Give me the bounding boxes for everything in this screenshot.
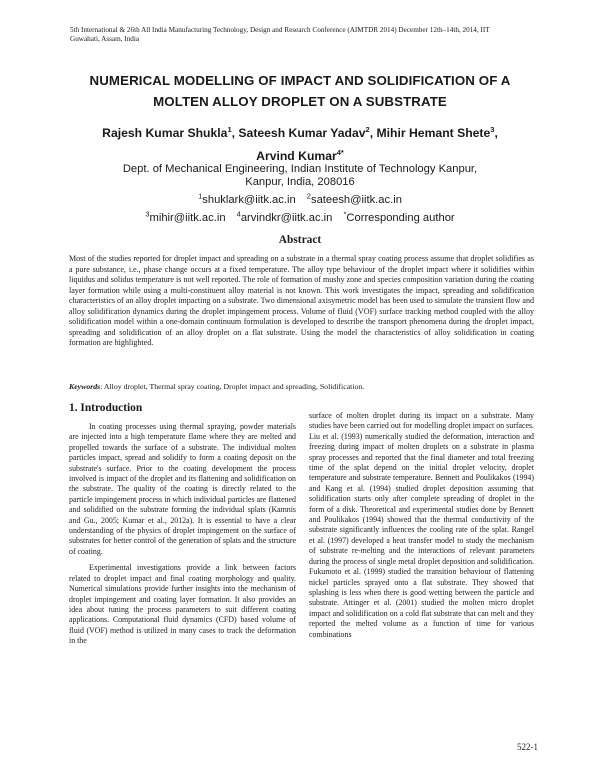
intro-paragraph-3: surface of molten droplet during its impact on a substrate. Many studies have been carried out for modelling droplet impact on surfaces. Liu et al. (1993) numerically studied the deformation, interaction and freezing during impact of molten droplets on a substrate in plasma spray processes and reported that the final diameter and total freezing time of the splat depend on the initial droplet velocity, droplet temperature and substrate temperature. Bennett and Poulikakos (1994) and Kang et al. (1994) studied droplet deposition assuming that solidification starts only after complete spreading of droplet in the form of a disk. Theoretical and experimental studies done by Bennett and Poulikakos (1994) showed that the thermal conductivity of the substrate significantly influences the cooling rate of the splat. Rangel et al. (1997) developed a heat transfer model to study the mechanism of substrate re-melting and the interactions of relevant parameters during the process of single metal droplet deposition and solidification. Fukumoto et al. (1999) studied the transition behaviour of flattening nickel particles sprayed onto a flat substrate. They showed that splashing is less when there is good wetting between the particle and substrate. Attinger et al. (2001) studied the molten micro droplet impact and solidification on a cold flat substrate that can melt and they reported the melted volume as a function of time for various combinations	[309, 411, 534, 639]
affiliation-dept: Dept. of Mechanical Engineering, Indian Institute of Technology Kanpur,	[122, 163, 478, 175]
corresponding-author-note: Corresponding author	[346, 212, 455, 225]
conference-header	[70, 26, 540, 44]
keywords-label: Keywords	[69, 382, 101, 391]
section-heading-introduction: 1. Introduction	[69, 402, 143, 414]
affiliation-city: Kanpur, India, 208016	[245, 176, 355, 189]
author-1: Rajesh Kumar Shukla	[102, 126, 228, 141]
email-4-sup: 4	[236, 209, 241, 219]
email-2-link[interactable]: sateesh@iitk.ac.in	[310, 194, 402, 207]
title-line-1: NUMERICAL MODELLING OF IMPACT AND SOLIDIFICATION OF A	[89, 73, 511, 88]
abstract-body: Most of the studies reported for droplet impact and spreading on a substrate in a thermal spray coating process assume that droplet solidifies as a pure substance, i.e., phase change occurs at a fixed temperature. The alloy type behaviour of the droplet impact where it solidifies within liquidus and solidus temperature is not well reported. The role of formation of mushy zone and species composition variation during the coating layer formation while using a multi-constituent alloy material is not known. This work investigates the impact, spreading and solidification characteristics of an alloy droplet impacting on a substrate. Two dimensional axisymetric model has been used to simulate the transient flow and alloy solidification dynamics during the droplet impingement process. Volume of fluid (VOF) surface tracking method coupled with the alloy solidification model within a one-domain continuum formulation is developed to describe the transport phenomena during the droplet impact, spreading and solidification of an alloy droplet on a flat substrate. Using the model the characteristics of alloy solidification in coating formation are highlighted.	[69, 254, 534, 348]
email-1-link[interactable]: shuklark@iitk.ac.in	[202, 194, 296, 207]
author-4: Arvind Kumar	[256, 149, 337, 164]
author-list	[60, 120, 540, 166]
email-3-sup: 3	[145, 209, 150, 219]
email-3-link[interactable]: mihir@iitk.ac.in	[149, 212, 226, 225]
left-column	[69, 422, 296, 647]
header-line-2: Guwahati, Assam, India	[70, 35, 140, 43]
author-1-sup: 1	[227, 125, 232, 134]
author-3-sup: 3	[490, 125, 495, 134]
author-2: Sateesh Kumar Yadav	[238, 126, 366, 141]
email-line-2	[60, 207, 540, 225]
keywords-text: : Alloy droplet, Thermal spray coating, Droplet impact and spreading, Solidification.	[100, 382, 365, 391]
author-line-1: Rajesh Kumar Shukla$^1$, Sateesh Kumar Yadav$^2$, Mihir Hemant Shete$^3$,	[102, 125, 498, 141]
corresponding-sup: *	[343, 209, 347, 219]
author-3: Mihir Hemant Shete	[376, 126, 491, 141]
author-4-sup: 4*	[336, 148, 344, 158]
intro-paragraph-2: Experimental investigations provide a link between factors related to droplet impact and final coating morphology and quality. Numerical simulations provide further insights into the mechanism of droplet impingement and coating layer formation. It also provides an idea about tuning the process parameters to suit different coating applications. Computational fluid dynamics (CFD) based volume of fluid (VOF) method is utilized in many cases to track the deformation in the	[69, 563, 296, 646]
affiliation	[60, 163, 540, 225]
right-column	[309, 411, 534, 640]
intro-paragraph-1: In coating processes using thermal spraying, powder materials are injected into a high temperature flame where they are melted and propelled towards the surface of a substrate. The individual molten particles impact, spread and solidify to form a coating deposit on the substrate's surface. Prior to the coating development the process involved is impact of the droplet and its flattening and solidification on the substrate. The quality of the coating is directly related to the particle impingement process in which individual particles are flattened and solidified on the substrate forming the individual splats (Kamnis and Gu., 2005; Kumar et al., 2012a). It is essential to have a clear understanding of the physics of droplet impingement on the surface of substrates for better control of the generation of splats and the structure of coating.	[69, 422, 296, 556]
title-line-2: MOLTEN ALLOY DROPLET ON A SUBSTRATE	[153, 93, 447, 109]
email-line-1	[60, 189, 540, 207]
email-2-sup: 2	[306, 191, 311, 201]
page-number: 522-1	[517, 742, 538, 752]
author-2-sup: 2	[365, 125, 370, 134]
abstract-heading: Abstract	[278, 234, 322, 246]
header-line-1: 5th International & 26th All India Manufacturing Technology, Design and Research Conference (AIMTDR 2014) December 12th–14th, 2014, IIT	[70, 26, 490, 34]
email-1-sup: 1	[198, 191, 203, 201]
paper-title	[60, 71, 540, 112]
keywords	[69, 382, 534, 392]
email-4-link[interactable]: arvindkr@iitk.ac.in	[240, 212, 333, 225]
